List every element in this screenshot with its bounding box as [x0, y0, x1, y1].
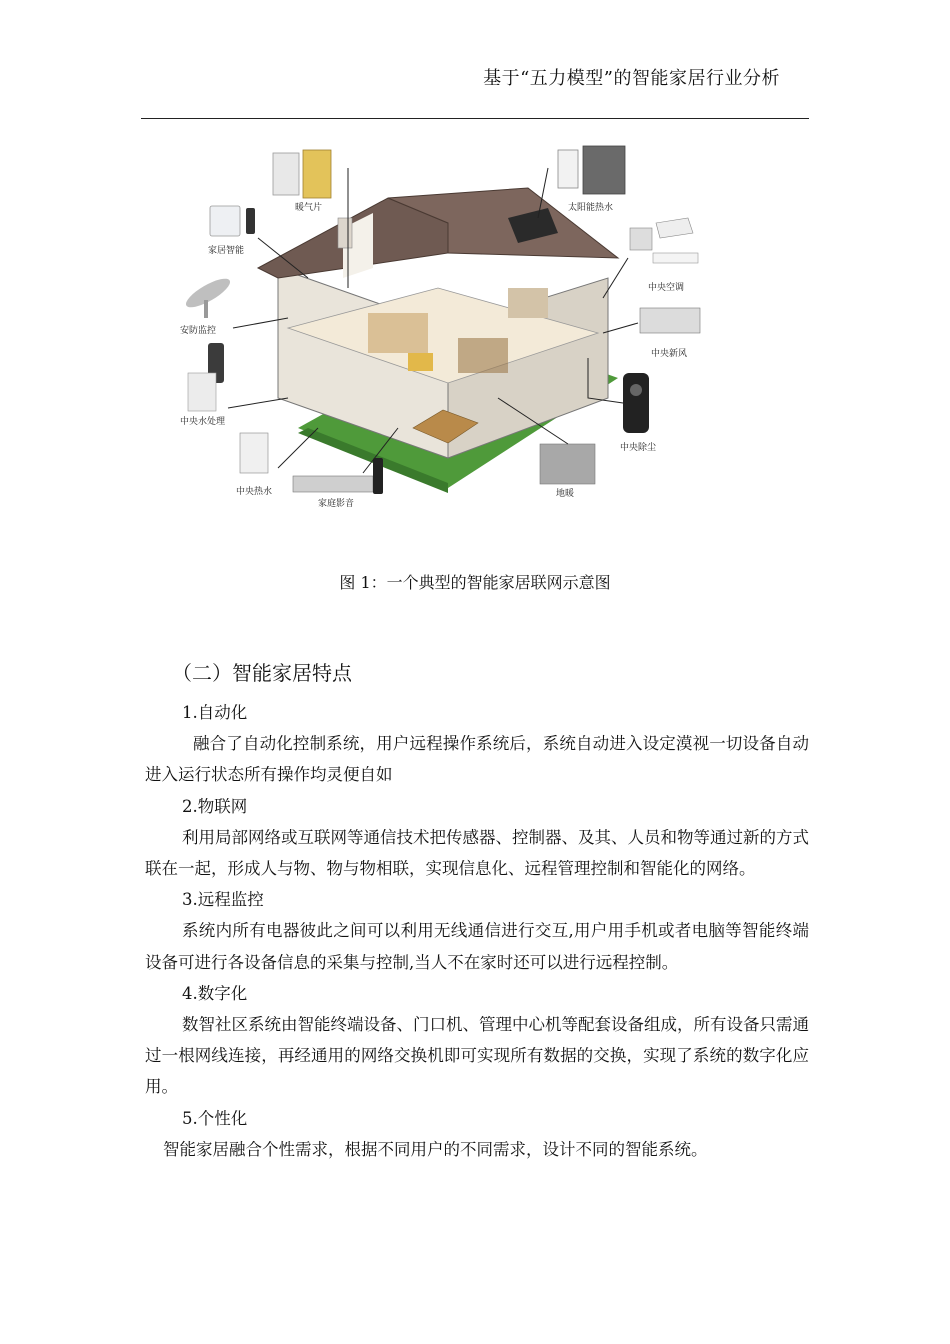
item-title-iot: 2.物联网	[182, 796, 248, 816]
label-central-dust-removal: 中央除尘	[620, 443, 657, 453]
item-text-iot: 利用局部网络或互联网等通信技术把传感器、控制器、及其、人员和物等通过新的方式联在一起，形成人与物、物与物相联，实现信息化、远程管理控制和智能化的网络。	[145, 827, 809, 879]
label-solar-water-heater: 太阳能热水	[568, 203, 614, 213]
solar-water-heater-icon	[558, 146, 625, 194]
central-hot-water-icon	[240, 433, 268, 473]
central-fresh-air-icon	[640, 308, 700, 333]
item-title-remote-monitoring: 3.远程监控	[182, 890, 264, 910]
running-header-title: 基于“五力模型”的智能家居行业分析	[483, 68, 780, 89]
dust-removal-icon	[623, 373, 649, 433]
label-floor-heating: 地暖	[556, 489, 575, 499]
item-text-remote-monitoring: 系统内所有电器彼此之间可以利用无线通信进行交互,用户用手机或者电脑等智能终端设备可进行各设备信息的采集与控制,当人不在家时还可以进行远程控制。	[145, 921, 809, 972]
item-title-personalization: 5.个性化	[182, 1108, 248, 1128]
home-smart-panel-icon	[210, 206, 255, 236]
label-central-hot-water: 中央热水	[236, 487, 273, 497]
home-theater-icon	[293, 458, 383, 494]
item-text-digitalization: 数智社区系统由智能终端设备、门口机、管理中心机等配套设备组成，所有设备只需通过一根网线连接，再经通用的网络交换机即可实现所有数据的交换，实现了系统的数字化应用。	[145, 1015, 809, 1097]
smart-home-illustration	[148, 128, 710, 516]
item-text-automation: 融合了自动化控制系统，用户远程操作系统后，系统自动进入设定漠视一切设备自动进入运行状态所有操作均灵便自如	[145, 734, 809, 785]
section-heading: （二）智能家居特点	[172, 661, 352, 685]
label-central-ac: 中央空调	[648, 283, 685, 293]
section-body	[145, 697, 809, 1165]
label-home-smart: 家居智能	[208, 246, 245, 256]
floor-heating-icon	[540, 444, 595, 484]
central-ac-icon	[630, 218, 698, 263]
header-rule	[141, 118, 809, 119]
figure-caption: 图 1：一个典型的智能家居联网示意图	[339, 573, 611, 592]
label-central-fresh-air: 中央新风	[651, 349, 688, 359]
smart-home-figure	[148, 128, 710, 516]
label-radiator: 暖气片	[295, 203, 323, 213]
item-text-personalization: 智能家居融合个性需求，根据不同用户的不同需求，设计不同的智能系统。	[163, 1139, 708, 1159]
label-security-monitoring: 安防监控	[180, 326, 217, 336]
label-home-theater: 家庭影音	[318, 499, 355, 509]
radiator-icon	[273, 150, 331, 198]
item-title-digitalization: 4.数字化	[182, 983, 248, 1003]
label-central-water-treatment: 中央水处理	[180, 417, 226, 427]
security-camera-icon	[182, 274, 233, 318]
item-title-automation: 1.自动化	[182, 703, 248, 722]
water-treatment-icon	[188, 343, 224, 411]
